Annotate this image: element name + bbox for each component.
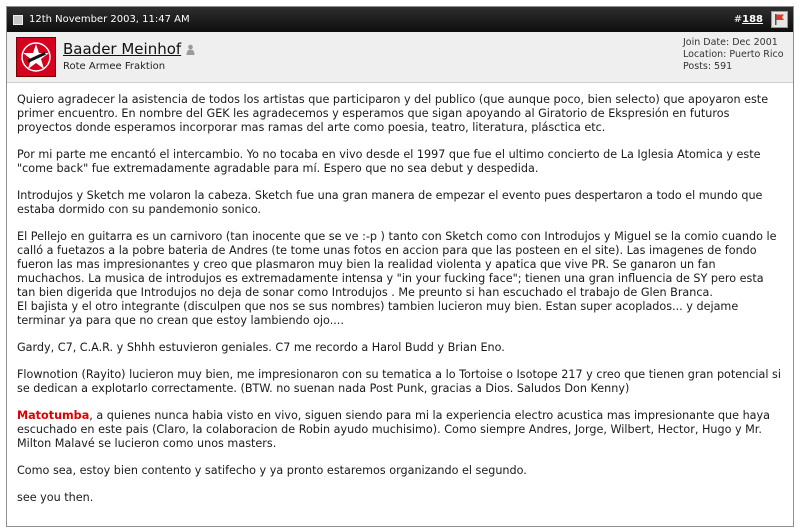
highlighted-band-name: Matotumba [17,409,90,422]
post-number-prefix: # [733,14,743,25]
post-date: 12th November 2003, 11:47 AM [29,14,190,25]
avatar[interactable] [16,37,56,77]
post-icon [13,15,23,25]
post-header [7,7,793,32]
paragraph: Quiero agradecer la asistencia de todos los artistas que participaron y del publico (que aunque poco, bien selecto) que apoyaron este primer encuentro. En nombre del GEK les agradecemos y esperamos que sigan apoyando al Giratorio de Ekspresión en futuros proyectos donde esperamos incorporar mas ramas del arte como poesia, teatro, literatura, plásctica etc. [17,93,769,134]
post-number-label [734,14,763,25]
post-number-link[interactable]: 188 [742,14,763,25]
post-date-area [13,14,190,25]
forum-post [6,6,794,527]
paragraph-text: , a quienes nunca habia visto en vivo, siguen siendo para mi la experiencia electro acustica mas impresionante que haya escuchado en este pais (Claro, la colaboracion de Robin ayudo muchisimo). Como siempre Andres, Jorge, Wilbert, Hector, Hugo y Mr. Milton Malavé se lucieron como unos masters. [17,409,770,450]
paragraph: Como sea, estoy bien contento y satifecho y ya pronto estaremos organizando el segundo. [17,464,527,477]
flag-icon [773,13,786,26]
paragraph: Introdujos y Sketch me volaron la cabeza. Sketch fue una gran manera de empezar el evento pues despertaron a todo el mundo que estaba dormido con su pandemonio sonico. [17,189,763,216]
user-stats [683,37,784,73]
user-info-bar [7,32,793,83]
post-count: Posts: 591 [683,61,733,72]
join-date: Join Date: Dec 2001 [683,37,778,48]
username-row [63,40,195,58]
post-header-right [734,11,788,28]
paragraph-line: El bajista y el otro integrante (disculpen que nos se sus nombres) tambien lucieron muy bien. Estan super acoplados... y dejame terminar ya para que no crean que estoy lambiendo ojo.... [17,300,739,327]
paragraph: Flownotion (Rayito) lucieron muy bien, me impresionaron con su tematica a lo Tortoise o Isotope 217 y creo que tienen gran potencial si se dedican a explotarlo correctamente. (BTW. no suenan nada Post Punk, gracias a Dios. Saludos Don Kenny) [17,368,781,395]
user-info [63,40,195,72]
paragraph [17,230,783,328]
paragraph [17,409,783,451]
paragraph: see you then. [17,491,94,504]
user-title: Rote Armee Fraktion [63,61,166,72]
star-logo-icon [18,39,54,75]
username-link[interactable]: Baader Meinhof [63,40,182,58]
post-body [7,83,793,505]
paragraph: Por mi parte me encantó el intercambio. Yo no tocaba en vivo desde el 1997 que fue el ultimo concierto de La Iglesia Atomica y este "come back" fue extremadamente agradable para mí. Espero que no sea debut y despedida. [17,148,761,175]
paragraph: Gardy, C7, C.A.R. y Shhh estuvieron geniales. C7 me recordo a Harol Budd y Brian Eno. [17,341,505,354]
location: Location: Puerto Rico [683,49,784,60]
report-post-icon[interactable] [771,11,788,28]
user-offline-icon [186,44,195,55]
paragraph-line: El Pellejo en guitarra es un carnivoro (tan inocente que se ve :-p ) tanto con Sketch como con Introdujos y Miguel se la comio cuando le calló a fuetazos a la pobre bateria de Andres (te tome unas fotos en accion para que las posteen en el site). Las imagenes de fondo fueron las mas impresionantes y creo que plasmaron muy bien la realidad violenta y apatica que vive PR. Se ganaron un fan muchachos. La musica de introdujos es extremadamente intensa y "in your fucking face"; tienen una gran influencia de SY pero esta tan bien digerida que Introdujos no deja de sonar como Introdujos . Me preunto si han escuchado el trabajo de Glen Branca. [17,230,777,299]
